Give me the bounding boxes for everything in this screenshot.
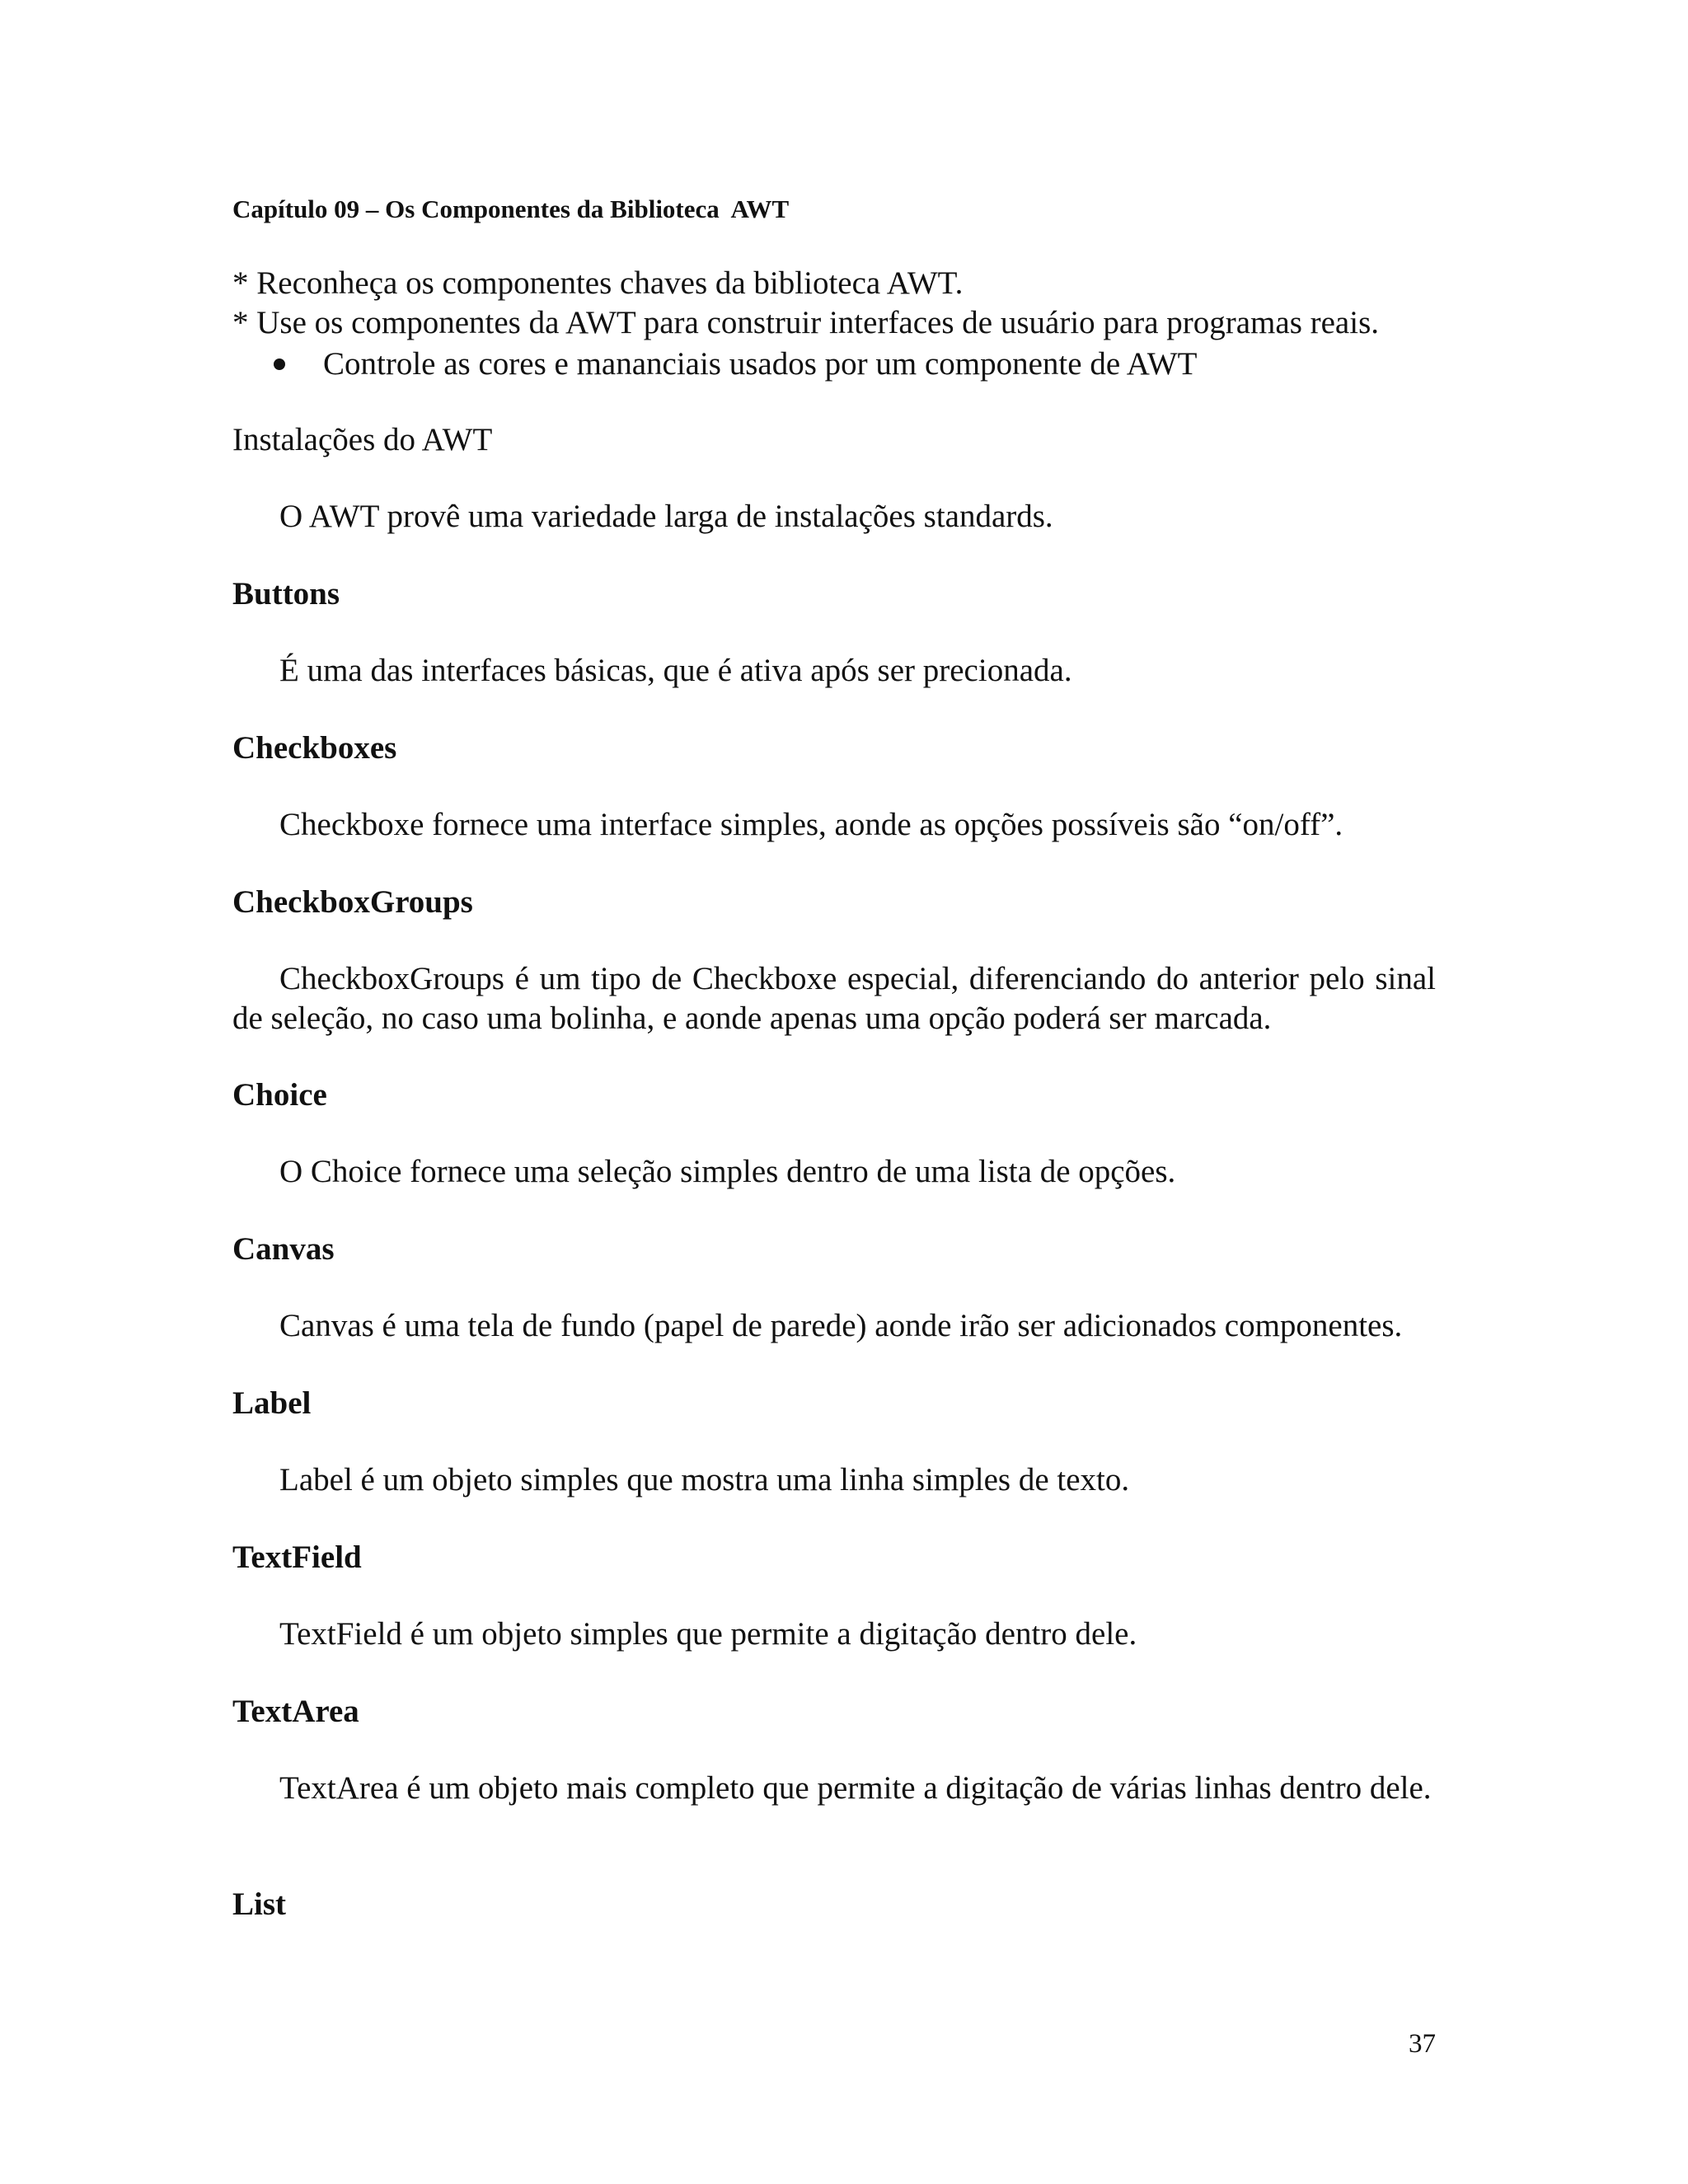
section-heading-checkboxgroups: CheckboxGroups [232, 884, 473, 920]
section-text-label: Label é um objeto simples que mostra uma linha simples de texto. [279, 1462, 1130, 1497]
section-heading-textfield: TextField [232, 1540, 362, 1575]
section-text-canvas: Canvas é uma tela de fundo (papel de parede) aonde irão ser adicionados componentes. [279, 1308, 1403, 1343]
bullet-item [274, 344, 1197, 384]
section-text-checkboxgroups: CheckboxGroups é um tipo de Checkboxe especial, diferenciando do anterior pelo sinal de seleção, no caso uma bolinha, e aonde apenas uma opção poderá ser marcada. [232, 961, 1436, 1036]
chapter-title: Capítulo 09 – Os Componentes da Biblioteca AWT [232, 194, 790, 223]
section-text-choice: O Choice fornece uma seleção simples dentro de uma lista de opções. [279, 1154, 1176, 1189]
intro-heading: Instalações do AWT [232, 422, 493, 457]
section-heading-buttons: Buttons [232, 576, 340, 612]
section-text-textfield: TextField é um objeto simples que permite a digitação dentro dele. [279, 1616, 1137, 1652]
bullet-text: Controle as cores e mananciais usados por um componente de AWT [323, 346, 1198, 382]
document-page [232, 0, 1436, 2184]
section-heading-choice: Choice [232, 1077, 327, 1113]
objective-line: * Reconheça os componentes chaves da biblioteca AWT. [232, 265, 964, 301]
section-text-buttons: É uma das interfaces básicas, que é ativa após ser precionada. [279, 653, 1072, 688]
section-heading-list: List [232, 1886, 287, 1922]
section-heading-label: Label [232, 1385, 312, 1421]
section-text-textarea: TextArea é um objeto mais completo que permite a digitação de várias linhas dentro dele. [279, 1770, 1432, 1806]
bullet-icon [274, 359, 285, 370]
section-heading-canvas: Canvas [232, 1231, 335, 1267]
intro-paragraph: O AWT provê uma variedade larga de instalações standards. [279, 499, 1053, 534]
objective-line: * Use os componentes da AWT para construir interfaces de usuário para programas reais. [232, 305, 1379, 340]
page-number: 37 [1409, 2029, 1436, 2059]
section-text-checkboxes: Checkboxe fornece uma interface simples, aonde as opções possíveis são “on/off”. [279, 807, 1343, 842]
section-heading-checkboxes: Checkboxes [232, 730, 397, 766]
section-heading-textarea: TextArea [232, 1694, 359, 1729]
